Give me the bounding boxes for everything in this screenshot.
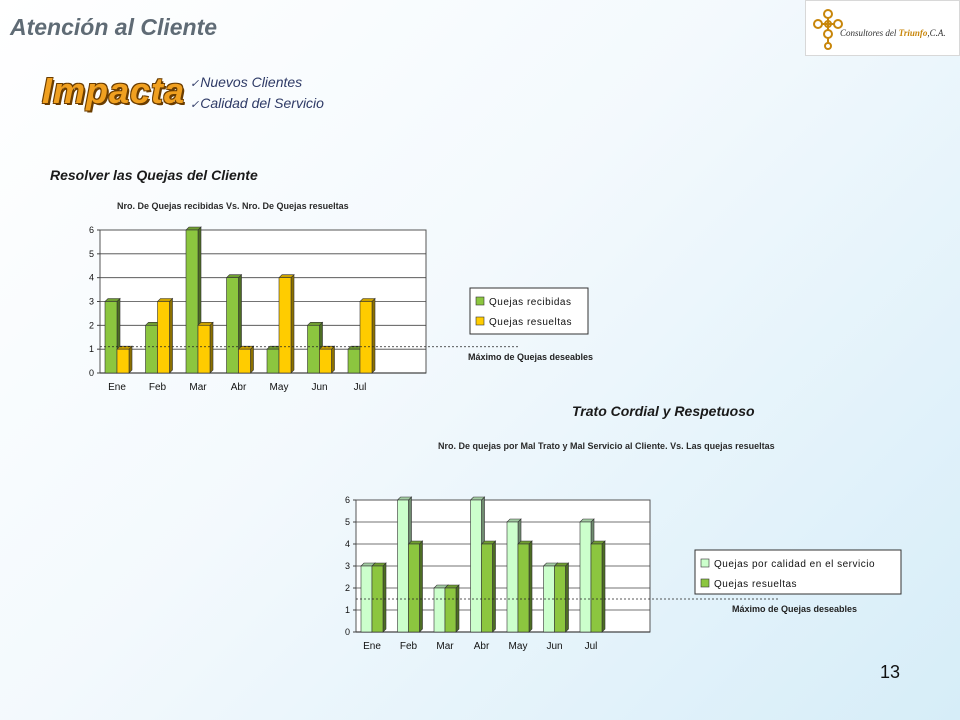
bar xyxy=(507,522,518,632)
section-title-quejas: Resolver las Quejas del Cliente xyxy=(50,167,258,183)
x-tick-label: Ene xyxy=(108,382,126,393)
bar-side xyxy=(420,541,423,632)
bar-side xyxy=(602,541,605,632)
bar-side xyxy=(493,541,496,632)
x-tick-label: Mar xyxy=(436,641,454,652)
reference-line-label: Máximo de Quejas deseables xyxy=(732,604,858,614)
bar xyxy=(518,544,529,632)
legend-label: Quejas resueltas xyxy=(714,579,798,590)
bar xyxy=(471,500,482,632)
legend-swatch xyxy=(701,579,709,587)
legend-label: Quejas resueltas xyxy=(489,317,573,328)
impacta-heading: Impacta xyxy=(42,70,186,111)
x-tick-label: Feb xyxy=(148,382,167,393)
x-tick-label: Abr xyxy=(473,641,490,652)
y-tick-label: 5 xyxy=(344,517,350,527)
y-tick-label: 0 xyxy=(344,627,350,637)
bar xyxy=(591,544,602,632)
reference-line-label: Máximo de Quejas deseables xyxy=(468,351,594,362)
bar xyxy=(361,566,372,632)
legend-label: Quejas por calidad en el servicio xyxy=(714,559,876,570)
x-tick-label: May xyxy=(508,641,528,652)
x-tick-label: Ene xyxy=(363,641,381,652)
chart1-title: Nro. De Quejas recibidas Vs. Nro. De Quejas resueltas xyxy=(117,201,349,211)
bar xyxy=(482,544,493,632)
page-header-title: Atención al Cliente xyxy=(10,14,218,40)
y-tick-label: 4 xyxy=(344,539,350,549)
x-tick-label: Jun xyxy=(311,382,328,393)
x-tick-label: Jul xyxy=(584,641,598,652)
logo-text: Consultores del Triunfo,C.A. xyxy=(840,28,946,38)
bar xyxy=(445,588,456,632)
bullet-item: ✓ Calidad del Servicio xyxy=(190,94,324,115)
x-tick-label: Jul xyxy=(353,382,367,393)
bullet-item: ✓ Nuevos Clientes xyxy=(190,73,324,94)
bar xyxy=(398,500,409,632)
y-tick-label: 1 xyxy=(344,605,350,615)
y-tick-label: 1 xyxy=(88,344,94,355)
bar xyxy=(409,544,420,632)
page-number: 13 xyxy=(880,662,901,682)
chart2-title: Nro. De quejas por Mal Trato y Mal Servicio al Cliente. Vs. Las quejas resueltas xyxy=(438,441,775,451)
x-tick-label: Feb xyxy=(399,641,418,652)
y-tick-label: 2 xyxy=(88,320,94,331)
y-tick-label: 3 xyxy=(344,561,350,571)
legend-label: Quejas recibidas xyxy=(489,297,572,308)
y-tick-label: 0 xyxy=(88,368,94,378)
bar-side xyxy=(383,563,386,632)
bar-side xyxy=(456,585,459,632)
bar-side xyxy=(566,563,569,632)
bar xyxy=(434,588,445,632)
y-tick-label: 6 xyxy=(88,225,94,235)
y-tick-label: 6 xyxy=(344,495,350,505)
y-tick-label: 2 xyxy=(344,583,350,593)
bar xyxy=(580,522,591,632)
legend-swatch xyxy=(701,559,709,567)
bar-side xyxy=(529,541,532,632)
section-title-trato: Trato Cordial y Respetuoso xyxy=(572,403,755,419)
y-tick-label: 4 xyxy=(88,272,94,283)
x-tick-label: Abr xyxy=(230,382,247,393)
y-tick-label: 3 xyxy=(88,296,94,307)
x-tick-label: Mar xyxy=(189,382,207,393)
y-tick-label: 5 xyxy=(88,248,94,259)
x-tick-label: May xyxy=(269,382,289,393)
x-tick-label: Jun xyxy=(546,641,563,652)
